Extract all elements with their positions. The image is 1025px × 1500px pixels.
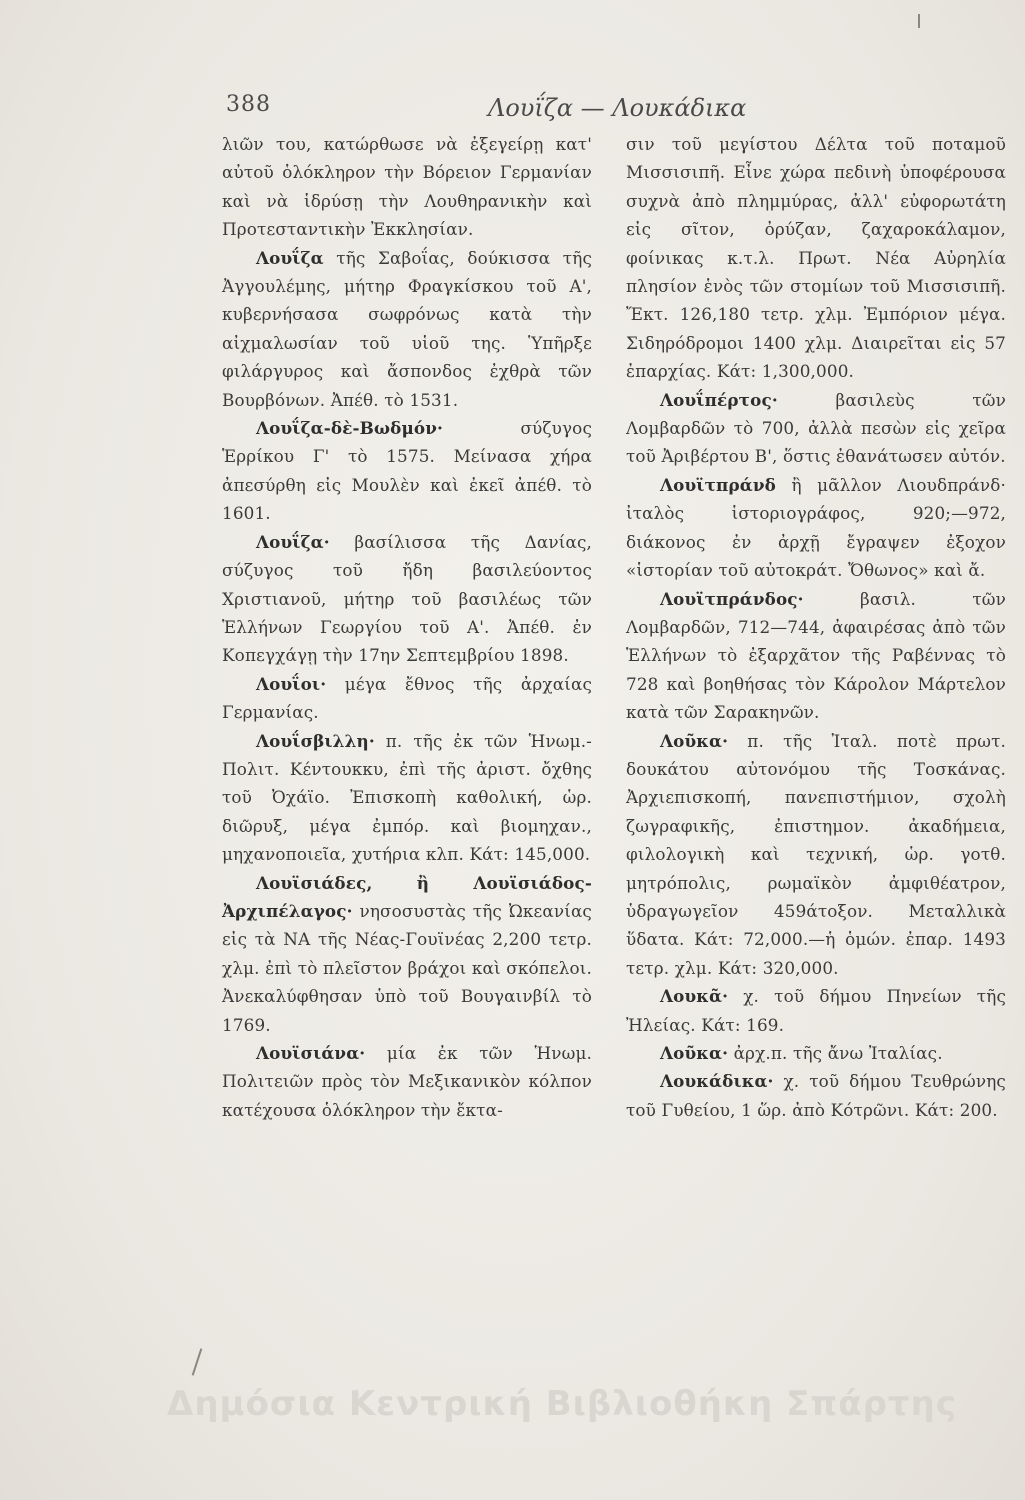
entry-headword: Λουϊτπράνδ bbox=[660, 474, 776, 495]
dictionary-entry bbox=[626, 1039, 1006, 1067]
entry-text: τῆς Σαβοΐας, δούκισσα τῆς Ἀγγουλέμης, μήτηρ Φραγκίσκου τοῦ Α', κυβερνήσασα σωφρόνως κατὰ τὴν αἰχμαλωσίαν τοῦ υἱοῦ της. Ὑπῆρξε φιλάργυρος καὶ ἄσπονδος ἐχθρὰ τῶν Βουρβόνων. Ἀπέθ. τὸ 1531. bbox=[222, 247, 592, 410]
entry-text: μέγα ἔθνος τῆς ἀρχαίας Γερμανίας. bbox=[222, 673, 592, 723]
dictionary-entry bbox=[626, 585, 1006, 727]
dictionary-entry bbox=[626, 727, 1006, 983]
entry-text: χ. τοῦ δήμου Πηνείων τῆς Ἠλείας. Κάτ: 169. bbox=[626, 986, 1006, 1035]
entry-headword: Λουκάδικα· bbox=[660, 1071, 774, 1092]
entry-headword: Λουκᾶ· bbox=[660, 986, 729, 1007]
running-head: Λουΐζα — Λουκάδικα bbox=[488, 94, 747, 122]
entry-text: χ. τοῦ δήμου Τευθρώνης τοῦ Γυθείου, 1 ὥρ. ἀπὸ Κότρῶνι. Κάτ: 200. bbox=[626, 1071, 1006, 1120]
entry-text: σιν τοῦ μεγίστου Δέλτα τοῦ ποταμοῦ Μισσισιπῆ. Εἶνε χώρα πεδινὴ ὑποφέρουσα συχνὰ ἀπὸ πλημμύρας, ἀλλ' εὐφορωτάτη εἰς σῖτον, ὀρύζαν, ζαχαροκάλαμον, φοίνικας κ.τ.λ. Πρωτ. Νέα Αὐρηλία πλησίον ἑνὸς τῶν στομίων τοῦ Μισσισιπῆ. Ἔκτ. 126,180 τετρ. χλμ. Ἐμπόριον μέγα. Σιδηρόδρομοι 1400 χλμ. Διαιρεῖται εἰς 57 ἐπαρχίας. Κάτ: 1,300,000. bbox=[626, 134, 1006, 382]
entry-text: νησοσυστὰς τῆς Ὠκεανίας εἰς τὰ ΝΑ τῆς Νέας-Γουϊνέας 2,200 τετρ. χλμ. ἐπὶ τὸ πλεῖστον βράχοι καὶ σκόπελοι. Ἀνεκαλύφθησαν ὑπὸ τοῦ Βουγαινβίλ τὸ 1769. bbox=[222, 900, 592, 1035]
entry-headword: Λουϊσιάνα· bbox=[256, 1043, 366, 1063]
entry-headword: Λουΐπέρτος· bbox=[660, 389, 778, 410]
dictionary-entry bbox=[626, 386, 1006, 471]
entry-text: ἀρχ.π. τῆς ἄνω Ἰταλίας. bbox=[728, 1043, 943, 1063]
entry-headword: Λουΐσβιλλη· bbox=[256, 730, 375, 751]
dictionary-entry bbox=[222, 869, 592, 1039]
dictionary-entry bbox=[222, 130, 592, 244]
entry-headword: Λοῦκα· bbox=[660, 730, 729, 751]
page-header bbox=[0, 92, 1025, 132]
entry-text: π. τῆς Ἰταλ. ποτὲ πρωτ. δουκάτου αὐτονόμου τῆς Τοσκάνας. Ἀρχιεπισκοπή, πανεπιστήμιον, σχολὴ ζωγραφικῆς, ἐπιστημον. ἀκαδήμεια, φιλολογικὴ καὶ τεχνική, ὡρ. γοτθ. μητρόπολις, ρωμαϊκὸν ἀμφιθέατρον, ὑδραγωγεῖον 459άτοξον. Μεταλλικὰ ὕδατα. Κάτ: 72,000.—ἡ ὁμών. ἐπαρ. 1493 τετρ. χλμ. Κάτ: 320,000. bbox=[626, 730, 1006, 978]
entry-headword: Λοῦκα· bbox=[660, 1043, 729, 1063]
entry-text: βασιλεὺς τῶν Λομβαρδῶν τὸ 700, ἀλλὰ πεσὼν εἰς χεῖρα τοῦ Ἀριβέρτου Β', ὅστις ἐθανάτωσεν αὐτόν. bbox=[626, 389, 1006, 467]
entry-text: ἢ μᾶλλον Λιουδπράνδ· ἰταλὸς ἱστοριογράφος, 920;—972, διάκονος ἐν ἀρχῇ ἔγραψεν ἐξοχον «ἱστορίαν τοῦ αὐτοκράτ. Ὄθωνος» καὶ ἄ. bbox=[626, 474, 1006, 581]
entry-text: σύζυγος Ἑρρίκου Γ' τὸ 1575. Μείνασα χήρα ἀπεσύρθη εἰς Μουλὲν καὶ ἐκεῖ ἀπέθ. τὸ 1601. bbox=[222, 418, 592, 524]
dictionary-entry bbox=[222, 1039, 592, 1124]
page-number: 388 bbox=[226, 92, 271, 117]
dictionary-entry bbox=[222, 670, 592, 727]
entry-text: π. τῆς ἐκ τῶν Ἡνωμ.-Πολιτ. Κέντουκκυ, ἐπὶ τῆς ἀριστ. ὄχθης τοῦ Ὀχάϊο. Ἐπισκοπὴ καθολική, ὡρ. διῶρυξ, μέγα ἐμπόρ. καὶ βιομηχαν., μηχανοποιεῖα, χυτήρια κλπ. Κάτ: 145,000. bbox=[222, 730, 592, 865]
margin-mark bbox=[192, 1348, 203, 1375]
entry-headword: Λουϊσιάδες, ἢ Λουϊσιάδος-Ἀρχιπέλαγος· bbox=[222, 872, 592, 921]
dictionary-entry bbox=[222, 414, 592, 528]
entry-text: μία ἐκ τῶν Ἡνωμ. Πολιτειῶν πρὸς τὸν Μεξικανικὸν κόλπον κατέχουσα ὁλόκληρον τὴν ἔκτα- bbox=[222, 1043, 592, 1120]
dictionary-entry bbox=[222, 727, 592, 869]
library-watermark: Δημόσια Κεντρική Βιβλιοθήκη Σπάρτης bbox=[167, 1384, 957, 1424]
entry-headword: Λουϊτπράνδος· bbox=[660, 588, 804, 609]
scan-mark bbox=[918, 14, 920, 28]
entry-text: βασίλισσα τῆς Δανίας, σύζυγος τοῦ ἤδη βασιλεύοντος Χριστιανοῦ, μήτηρ τοῦ βασιλέως τῶν Ἑλλήνων Γεωργίου τοῦ Α'. Ἀπέθ. ἐν Κοπεγχάγῃ τὴν 17ην Σεπτεμβρίου 1898. bbox=[222, 531, 592, 666]
entry-headword: Λουΐζα· bbox=[256, 531, 330, 552]
dictionary-entry bbox=[626, 471, 1006, 585]
entry-text: λιῶν του, κατώρθωσε νὰ ἐξεγείρῃ κατ' αὐτοῦ ὁλόκληρον τὴν Βόρειον Γερμανίαν καὶ νὰ ἱδρύσῃ τὴν Λουθηρανικὴν καὶ Προτεσταντικὴν Ἐκκλησίαν. bbox=[222, 134, 592, 240]
dictionary-entry bbox=[222, 528, 592, 670]
entry-headword: Λουΐζα-δὲ-Βωδμόν· bbox=[256, 418, 444, 439]
dictionary-entry bbox=[626, 1067, 1006, 1124]
entry-text: βασιλ. τῶν Λομβαρδῶν, 712—744, ἀφαιρέσας ἀπὸ τῶν Ἑλλήνων τὸ ἐξαρχᾶτον τῆς Ραβέννας τὸ 728 καὶ βοηθήσας τὸν Κάρολον Μάρτελον κατὰ τῶν Σαρακηνῶν. bbox=[626, 588, 1006, 723]
dictionary-entry bbox=[222, 244, 592, 414]
dictionary-entry bbox=[626, 982, 1006, 1039]
right-column bbox=[626, 130, 1006, 1124]
left-column bbox=[222, 130, 592, 1124]
dictionary-entry bbox=[626, 130, 1006, 386]
entry-headword: Λουΐζα bbox=[256, 247, 324, 268]
entry-headword: Λουΐοι· bbox=[256, 673, 327, 694]
